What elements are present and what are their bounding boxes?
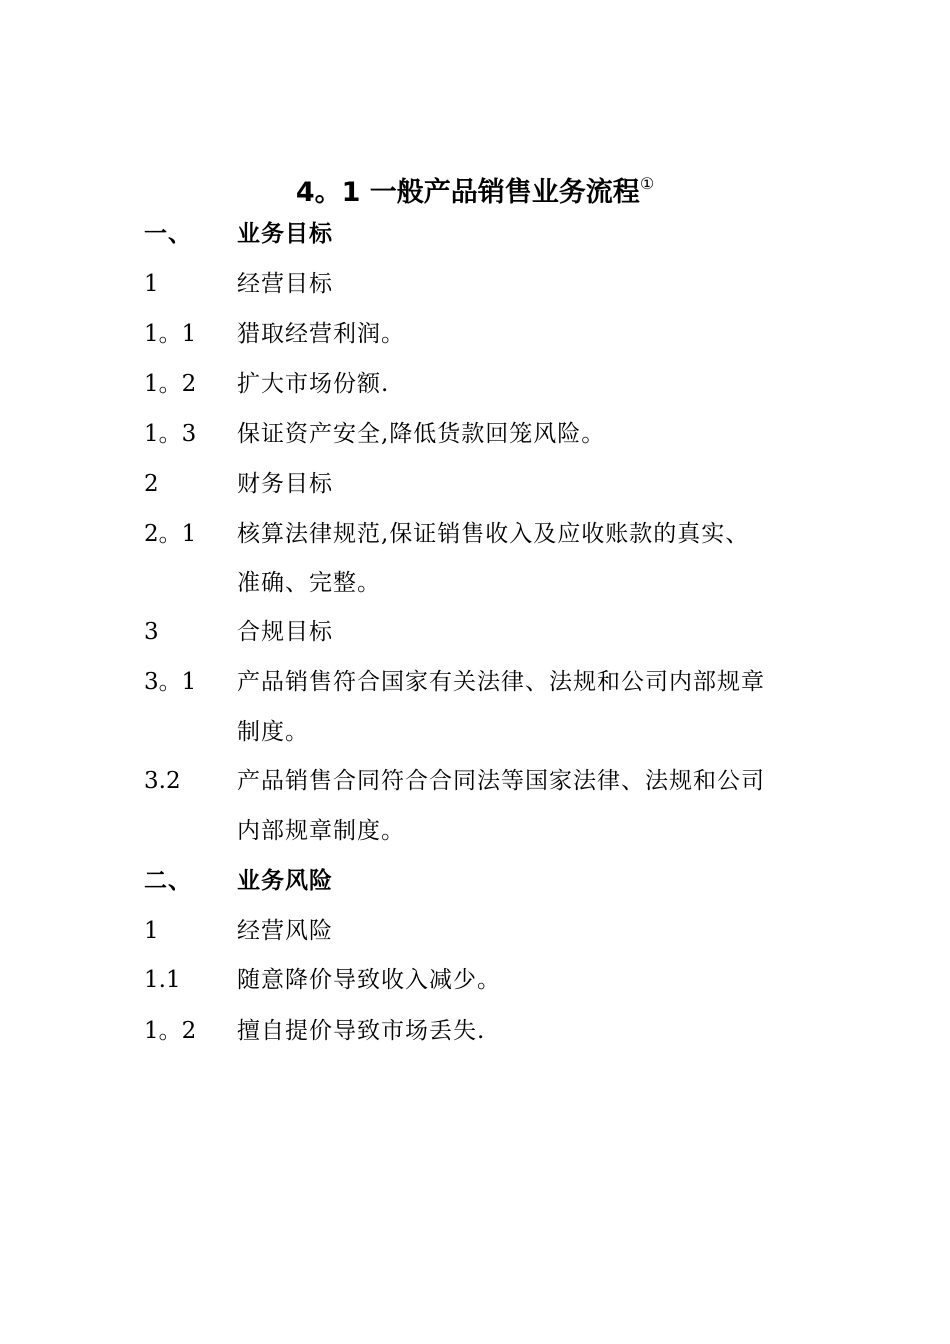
item-text: 擅自提价导致市场丢失.	[237, 1018, 486, 1044]
list-item	[0, 514, 950, 554]
item-text-continuation: 制度。	[237, 719, 309, 745]
item-text: 财务目标	[237, 471, 333, 497]
item-text: 核算法律规范,保证销售收入及应收账款的真实、	[237, 521, 750, 547]
item-text-continuation: 准确、完整。	[237, 570, 381, 596]
list-item	[0, 1011, 950, 1051]
list-item	[0, 960, 950, 1000]
list-item	[0, 414, 950, 454]
item-number: 3.2	[144, 768, 181, 794]
list-item	[0, 911, 950, 951]
item-text: 经营风险	[237, 918, 333, 944]
item-number: 3	[144, 619, 159, 645]
section-title: 业务风险	[237, 868, 333, 894]
item-text: 合规目标	[237, 619, 333, 645]
list-item	[0, 314, 950, 354]
item-number: 1。3	[144, 421, 197, 447]
title-text: 4。1 一般产品销售业务流程	[295, 177, 640, 208]
item-text: 猎取经营利润。	[237, 321, 405, 347]
section-number: 一、	[144, 221, 192, 247]
item-text: 随意降价导致收入减少。	[237, 967, 501, 993]
item-number: 1	[144, 271, 159, 297]
item-number: 1。2	[144, 371, 197, 397]
list-item	[0, 662, 950, 702]
footnote-mark: ①	[639, 174, 655, 193]
item-text: 产品销售符合国家有关法律、法规和公司内部规章	[237, 669, 765, 695]
list-item	[0, 612, 950, 652]
section-title: 业务目标	[237, 221, 333, 247]
section-heading	[0, 861, 950, 901]
item-number: 2。1	[144, 521, 197, 547]
document-title	[0, 166, 950, 213]
section-number: 二、	[144, 868, 192, 894]
item-text: 经营目标	[237, 271, 333, 297]
item-number: 3。1	[144, 669, 197, 695]
item-text-continuation: 内部规章制度。	[237, 818, 405, 844]
list-item	[0, 364, 950, 404]
item-text: 扩大市场份额.	[237, 371, 390, 397]
item-text: 产品销售合同符合合同法等国家法律、法规和公司	[237, 768, 765, 794]
section-heading	[0, 214, 950, 254]
list-item	[0, 761, 950, 801]
item-number: 1。1	[144, 321, 197, 347]
item-number: 1。2	[144, 1018, 197, 1044]
item-number: 1	[144, 918, 159, 944]
item-number: 2	[144, 471, 159, 497]
item-number: 1.1	[144, 967, 181, 993]
item-text: 保证资产安全,降低货款回笼风险。	[237, 421, 606, 447]
list-item	[0, 464, 950, 504]
list-item	[0, 264, 950, 304]
